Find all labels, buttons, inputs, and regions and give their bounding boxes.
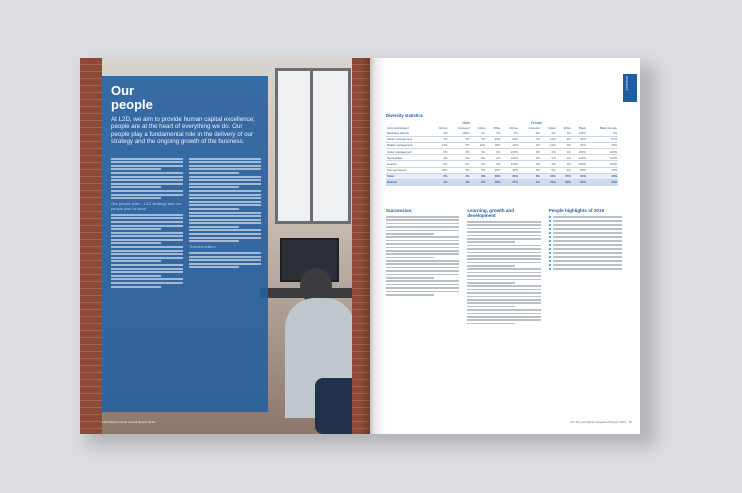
succession-column [386,208,459,326]
row-label: Overall [386,179,431,185]
table-header-cell: Coloured [528,125,540,130]
table-cell: 0% [557,161,572,167]
table-cell: 43% [486,136,501,142]
section-tab [623,74,637,102]
brick-wall-left [80,58,102,434]
table-cell: 15% [541,173,557,179]
lead-paragraph: At L2D, we aim to provide human capital excellence; people are at the heart of everything we do. Our people play a fundamental role in the delivery of our strategy and the ongoing growth of the business. [111,116,255,146]
table-cell: 0% [470,136,486,142]
table-cell: 0% [501,130,519,136]
table-cell: 100% [587,155,618,161]
window [275,68,351,224]
table-title: Diversity statistics [386,113,424,118]
title-line-1: Our [111,83,135,98]
table-cell: 0% [541,155,557,161]
table-cell: 6% [519,173,541,179]
diversity-table [386,120,618,186]
table-cell: 100% [587,148,618,154]
table-cell: 12% [501,142,519,148]
table-header-cell: African [509,125,518,130]
table-cell: 20% [557,179,572,185]
text-columns [386,208,622,326]
row-label: Middle management [386,142,431,148]
table-cell: 0% [470,161,486,167]
table-cell: 0% [587,130,618,136]
right-page [370,58,640,434]
row-label: Non-permanent [386,167,431,173]
page-title [111,84,191,112]
table-header-cell: Job position/level [387,125,409,130]
table-cell: 0% [486,130,501,136]
table-cell: 0% [541,161,557,167]
right-footer-text: Life Pty Ltd Digital Integrated Report 2019 [570,420,626,424]
table-cell: 0% [519,167,541,173]
table-cell: 40% [587,167,618,173]
learning-heading: Learning, growth and development [467,208,515,218]
table-cell: 64% [572,173,587,179]
table-cell: 0% [431,148,449,154]
table-cell: 0% [470,167,486,173]
table-cell: 57% [587,136,618,142]
table-cell: 0% [541,167,557,173]
table-cell: 15% [541,179,557,185]
table-header-cell: Coloured [458,125,470,130]
table-cell: 0% [431,161,449,167]
succession-heading: Succession [386,208,412,213]
subheading-people-plan: Our people plan – L2D strategy and our people plan in hand [111,201,182,211]
table-cell: 6% [470,173,486,179]
section-tab-label: Governance [625,76,628,91]
row-label: Semi-skilled [386,155,431,161]
table-cell: 100% [587,161,618,167]
table-cell: 0% [541,148,557,154]
table-cell: 80% [572,167,587,173]
body-column-1 [111,156,183,289]
body-column-2 [189,156,261,289]
row-label: Learner [386,161,431,167]
table-cell: 36% [486,179,501,185]
table-cell: 100% [572,155,587,161]
table-cell: 3% [449,179,471,185]
table-header-cell: Indian [477,125,486,130]
table-cell: 100% [449,130,471,136]
table-cell: 0% [486,155,501,161]
table-cell: 0% [519,161,541,167]
highlights-list [549,216,622,270]
table-cell: 100% [572,161,587,167]
table-cell: 0% [557,142,572,148]
table-cell: 3% [449,173,471,179]
table-cell: 0% [449,155,471,161]
row-label: Senior management [386,136,431,142]
body-columns [111,156,261,289]
table-cell: 6% [431,173,449,179]
table-cell: 0% [557,155,572,161]
table-cell: 62% [572,142,587,148]
table-cell: 0% [470,148,486,154]
title-line-2: people [111,97,153,112]
table-cell: 3% [519,179,541,185]
table-cell: 12% [470,142,486,148]
page-gutter [360,58,386,434]
table-cell: 33% [587,179,618,185]
table-cell: 65% [572,179,587,185]
table-cell: 40% [431,167,449,173]
table-header-cell: White [563,125,571,130]
table-cell: 38% [486,142,501,148]
table-cell: 0% [470,130,486,136]
table-cell: 0% [431,130,449,136]
table-cell: 0% [449,148,471,154]
table-cell: 0% [486,148,501,154]
table-cell: 40% [501,167,519,173]
page-number: 45 [628,420,632,424]
our-people-panel [102,76,268,412]
learning-column [467,208,540,326]
table-header-cell: Black [578,125,586,130]
table-cell: 7% [519,136,541,142]
right-footer [570,420,632,424]
table-cell: 6% [470,179,486,185]
table-cell: 3% [431,179,449,185]
row-label: Total [386,173,431,179]
table-cell: 21% [541,136,557,142]
highlights-column [549,208,622,326]
row-label: Executive director [386,130,431,136]
table-cell: 27% [557,173,572,179]
table-cell: 27% [501,179,519,185]
highlights-heading: People highlights of 2019 [548,208,605,213]
table-cell: 20% [486,167,501,173]
table-cell: 36% [486,173,501,179]
table-cell: 0% [519,155,541,161]
table-cell: 100% [572,148,587,154]
table-cell: 0% [449,161,471,167]
group-female: Female [530,120,543,125]
table-cell: 0% [449,167,471,173]
table-cell: 0% [557,167,572,173]
table-body [386,130,618,185]
table-cell: 33% [587,173,618,179]
table-cell: 0% [557,136,572,142]
table-cell: 25% [587,142,618,148]
table-cell: 7% [431,136,449,142]
report-spread [80,58,640,434]
table-cell: 0% [541,130,557,136]
table-cell: 12% [431,142,449,148]
group-male: Male [462,120,470,125]
table-cell: 100% [501,155,519,161]
table-header-cell: Indian [548,125,556,130]
table-cell: 43% [572,136,587,142]
table-cell: 100% [572,130,587,136]
row-label: Junior management [386,148,431,154]
table-header-cell: Black Female [600,125,617,130]
subheading-transformation: Transformation [189,244,216,250]
table-cell: 0% [557,148,572,154]
table-cell: 100% [501,161,519,167]
table-row [386,179,618,185]
table-cell: 21% [501,173,519,179]
table-cell: 100% [501,148,519,154]
table-header-cell: White [493,125,501,130]
table-cell: 0% [557,130,572,136]
table-cell: 0% [470,155,486,161]
table-cell: 29% [501,136,519,142]
table-cell: 0% [519,148,541,154]
table-cell: 0% [449,142,471,148]
table-header-cell: African [438,125,448,130]
table-cell: 12% [541,142,557,148]
table-cell: 0% [449,136,471,142]
table-cell: 0% [519,142,541,148]
left-footer: L2D Digital Limited Annual Report 2019 [102,420,155,424]
table-cell: 0% [431,155,449,161]
left-page [80,58,370,434]
table-cell: 0% [519,130,541,136]
table-cell: 0% [486,161,501,167]
